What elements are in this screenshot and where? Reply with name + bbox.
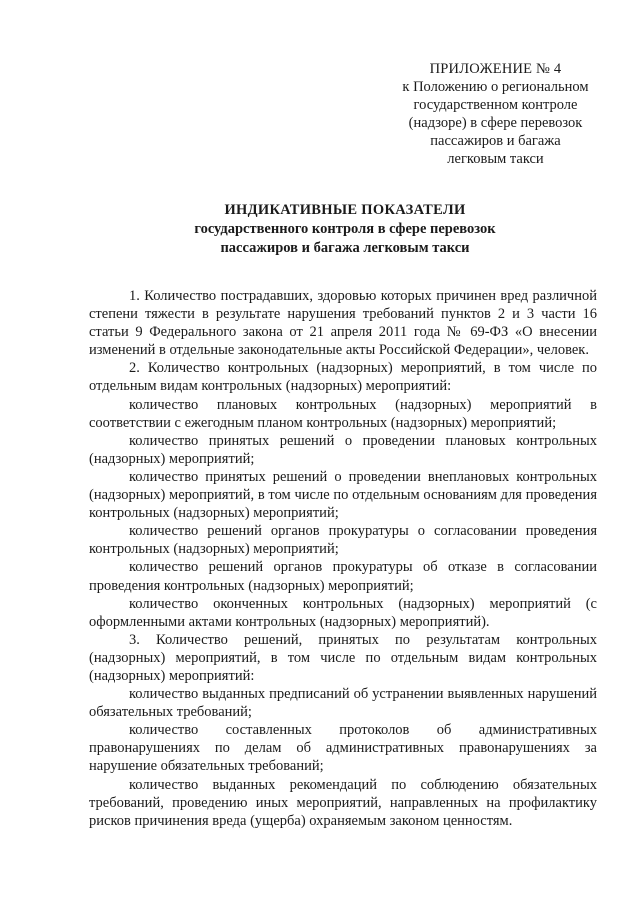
appendix-block: [383, 60, 608, 168]
paragraph-item-3: 3. Количество решений, принятых по результатам контрольных (надзорных) мероприятий, в том числе по отдельным видам контрольных (надзорных) мероприятий:: [89, 631, 597, 684]
appendix-line: легковым такси: [447, 151, 544, 167]
paragraph-item-1: 1. Количество пострадавших, здоровью которых причинен вред различной степени тяжести в результате нарушения требований пунктов 2 и 3 части 16 статьи 9 Федерального закона от 21 апреля 2011 года № 69-ФЗ «О внесении изменений в отдельные законодательные акты Российской Федерации», человек.: [89, 288, 597, 359]
appendix-line: государственном контроле: [413, 97, 578, 113]
paragraph-subitem: количество плановых контрольных (надзорных) мероприятий в соответствии с ежегодным планом контрольных (надзорных) мероприятий;: [89, 396, 597, 431]
paragraph-subitem: количество решений органов прокуратуры об отказе в согласовании проведения контрольных (надзорных) мероприятий;: [89, 559, 597, 594]
document-heading: [120, 201, 570, 258]
paragraph-subitem: количество составленных протоколов об административных правонарушениях по делам об административных правонарушениях за нарушение обязательных требований;: [89, 722, 597, 775]
appendix-line: пассажиров и багажа: [430, 133, 561, 149]
heading-subtitle: пассажиров и багажа легковым такси: [220, 240, 470, 256]
paragraph-subitem: количество выданных предписаний об устранении выявленных нарушений обязательных требований;: [89, 686, 597, 721]
document-body: [89, 287, 597, 830]
heading-subtitle: государственного контроля в сфере перевозок: [194, 221, 496, 237]
paragraph-subitem: количество выданных рекомендаций по соблюдению обязательных требований, проведению иных мероприятий, направленных на профилактику рисков причинения вреда (ущерба) охраняемым законом ценностям.: [89, 776, 597, 829]
paragraph-subitem: количество оконченных контрольных (надзорных) мероприятий (с оформленными актами контрольных (надзорных) мероприятий).: [89, 595, 597, 630]
appendix-line: к Положению о региональном: [402, 79, 589, 95]
paragraph-subitem: количество принятых решений о проведении внеплановых контрольных (надзорных) мероприятий, в том числе по отдельным основаниям для проведения контрольных (надзорных) мероприятий;: [89, 468, 597, 522]
appendix-line: (надзоре) в сфере перевозок: [408, 115, 583, 131]
appendix-title: ПРИЛОЖЕНИЕ № 4: [429, 61, 562, 77]
paragraph-subitem: количество принятых решений о проведении плановых контрольных (надзорных) мероприятий;: [89, 432, 597, 467]
paragraph-subitem: количество решений органов прокуратуры о согласовании проведения контрольных (надзорных) мероприятий;: [89, 523, 597, 558]
heading-title: ИНДИКАТИВНЫЕ ПОКАЗАТЕЛИ: [224, 202, 466, 218]
paragraph-item-2: 2. Количество контрольных (надзорных) мероприятий, в том числе по отдельным видам контрольных (надзорных) мероприятий:: [89, 360, 597, 395]
